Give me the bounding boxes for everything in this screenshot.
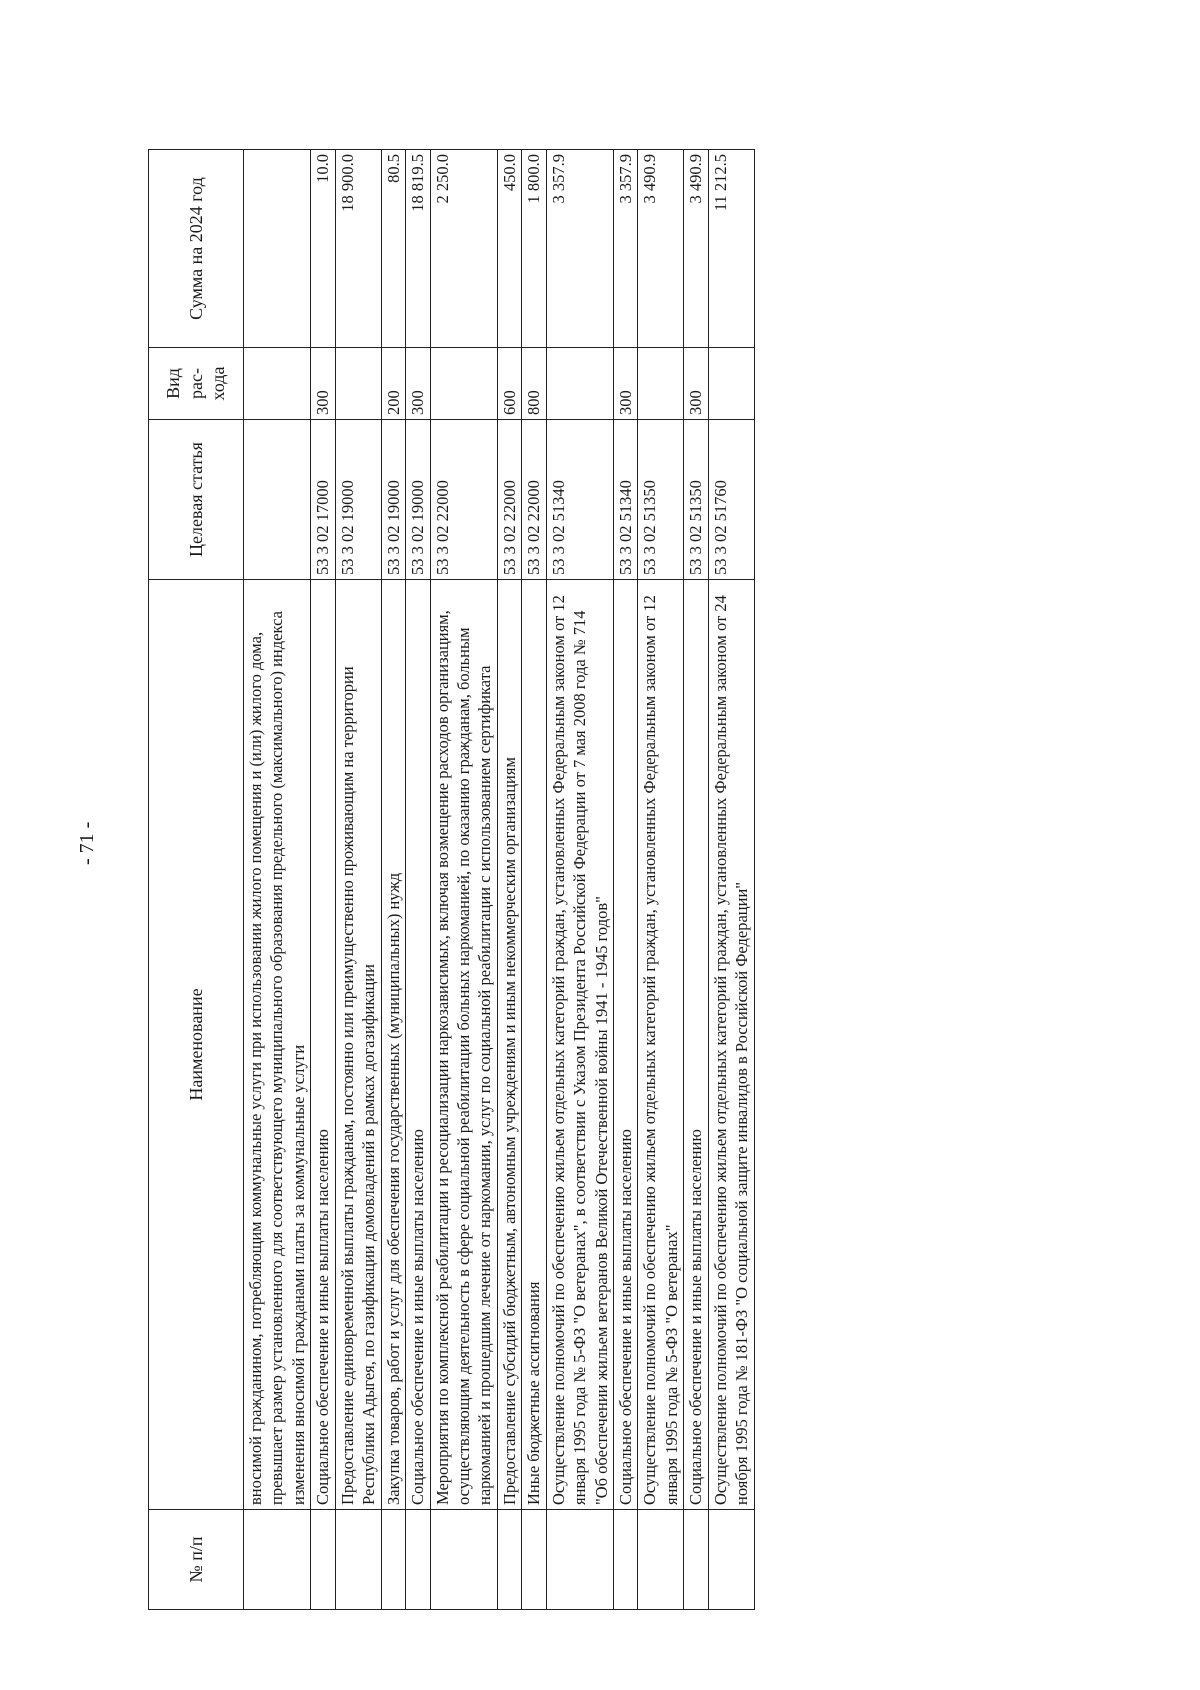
cell-code: 53 3 02 22000 <box>522 420 546 580</box>
cell-sum: 450.0 <box>497 150 521 348</box>
cell-num <box>638 1510 684 1610</box>
cell-num <box>244 1510 311 1610</box>
rotated-table-container <box>148 150 1018 1610</box>
cell-name: Предоставление субсидий бюджетным, автономным учреждениям и иным некоммерческим организациям <box>497 580 521 1510</box>
table-row <box>497 150 521 1610</box>
table-row <box>614 150 638 1610</box>
cell-sum <box>244 150 311 348</box>
header-type: Вид рас-хода <box>149 348 244 420</box>
cell-name: Социальное обеспечение и иные выплаты населению <box>684 580 708 1510</box>
cell-code: 53 3 02 51350 <box>638 420 684 580</box>
cell-sum: 1 800.0 <box>522 150 546 348</box>
cell-sum: 3 490.9 <box>638 150 684 348</box>
cell-code: 53 3 02 51340 <box>546 420 613 580</box>
cell-num <box>546 1510 613 1610</box>
table-row <box>708 150 754 1610</box>
cell-name: Осуществление полномочий по обеспечению жильем отдельных категорий граждан, установленных Федеральным законом от 12 января 1995 года № 5-ФЗ "О ветеранах" <box>638 580 684 1510</box>
cell-sum: 18 819.5 <box>406 150 430 348</box>
cell-code: 53 3 02 17000 <box>311 420 335 580</box>
cell-code: 53 3 02 22000 <box>497 420 521 580</box>
cell-type: 600 <box>497 348 521 420</box>
table-row <box>522 150 546 1610</box>
cell-name: Предоставление единовременной выплаты гражданам, постоянно или преимущественно проживающим на территории Республики Адыгея, по газификации домовладений в рамках догазификации <box>335 580 381 1510</box>
cell-code <box>244 420 311 580</box>
cell-code: 53 3 02 51340 <box>614 420 638 580</box>
header-num: № п/п <box>149 1510 244 1610</box>
cell-name: Осуществление полномочий по обеспечению жильем отдельных категорий граждан, установленных Федеральным законом от 24 ноября 1995 года № 181-ФЗ "О социальной защите инвалидов в Российской Федерации" <box>708 580 754 1510</box>
table-row <box>430 150 497 1610</box>
table-row <box>335 150 381 1610</box>
cell-type <box>546 348 613 420</box>
cell-name: Социальное обеспечение и иные выплаты населению <box>311 580 335 1510</box>
table-row <box>546 150 613 1610</box>
cell-type: 200 <box>381 348 405 420</box>
cell-code: 53 3 02 51350 <box>684 420 708 580</box>
cell-num <box>311 1510 335 1610</box>
header-name: Наименование <box>149 580 244 1510</box>
cell-code: 53 3 02 19000 <box>406 420 430 580</box>
cell-sum: 11 212.5 <box>708 150 754 348</box>
cell-name: Социальное обеспечение и иные выплаты населению <box>614 580 638 1510</box>
cell-sum: 3 357.9 <box>546 150 613 348</box>
cell-num <box>381 1510 405 1610</box>
cell-num <box>708 1510 754 1610</box>
cell-sum: 80.5 <box>381 150 405 348</box>
cell-num <box>614 1510 638 1610</box>
table-row <box>406 150 430 1610</box>
table-row <box>638 150 684 1610</box>
table-header-row <box>149 150 244 1610</box>
cell-name: Иные бюджетные ассигнования <box>522 580 546 1510</box>
table-row <box>684 150 708 1610</box>
cell-type: 300 <box>614 348 638 420</box>
cell-type: 300 <box>684 348 708 420</box>
cell-num <box>497 1510 521 1610</box>
cell-code: 53 3 02 51760 <box>708 420 754 580</box>
cell-num <box>430 1510 497 1610</box>
cell-code: 53 3 02 19000 <box>381 420 405 580</box>
cell-num <box>406 1510 430 1610</box>
table-row <box>381 150 405 1610</box>
header-code: Целевая статья <box>149 420 244 580</box>
header-sum: Сумма на 2024 год <box>149 150 244 348</box>
cell-name: Социальное обеспечение и иные выплаты населению <box>406 580 430 1510</box>
cell-type <box>638 348 684 420</box>
cell-sum: 2 250.0 <box>430 150 497 348</box>
cell-code: 53 3 02 22000 <box>430 420 497 580</box>
cell-name: Мероприятия по комплексной реабилитации и ресоциализации наркозависимых, включая возмещение расходов организациям, осуществляющим деятельность в сфере социальной реабилитации больных наркоманией, по оказанию гражданам, больным наркоманией и прошедшим лечение от наркомании, услуг по социальной реабилитации с использованием сертификата <box>430 580 497 1510</box>
cell-type <box>244 348 311 420</box>
table-row <box>244 150 311 1610</box>
cell-sum: 18 900.0 <box>335 150 381 348</box>
cell-name: Осуществление полномочий по обеспечению жильем отдельных категорий граждан, установленных Федеральным законом от 12 января 1995 года № 5-ФЗ "О ветеранах", в соответствии с Указом Президента Российской Федерации от 7 мая 2008 года № 714 "Об обеспечении жильем ветеранов Великой Отечественной войны 1941 - 1945 годов" <box>546 580 613 1510</box>
page-number: - 71 - <box>76 821 98 865</box>
budget-table <box>148 149 755 1610</box>
cell-num <box>335 1510 381 1610</box>
cell-type <box>335 348 381 420</box>
cell-name: вносимой гражданином, потребляющим коммунальные услуги при использовании жилого помещения и (или) жилого дома, превышает размер установленного для соответствующего муниципального образования предельного (максимального) индекса изменения вносимой гражданами платы за коммунальные услуги <box>244 580 311 1510</box>
cell-sum: 10.0 <box>311 150 335 348</box>
cell-type: 300 <box>406 348 430 420</box>
cell-type: 800 <box>522 348 546 420</box>
cell-type: 300 <box>311 348 335 420</box>
cell-sum: 3 357.9 <box>614 150 638 348</box>
table-row <box>311 150 335 1610</box>
cell-type <box>708 348 754 420</box>
cell-num <box>522 1510 546 1610</box>
cell-num <box>684 1510 708 1610</box>
cell-sum: 3 490.9 <box>684 150 708 348</box>
cell-name: Закупка товаров, работ и услуг для обеспечения государственных (муниципальных) нужд <box>381 580 405 1510</box>
cell-code: 53 3 02 19000 <box>335 420 381 580</box>
cell-type <box>430 348 497 420</box>
